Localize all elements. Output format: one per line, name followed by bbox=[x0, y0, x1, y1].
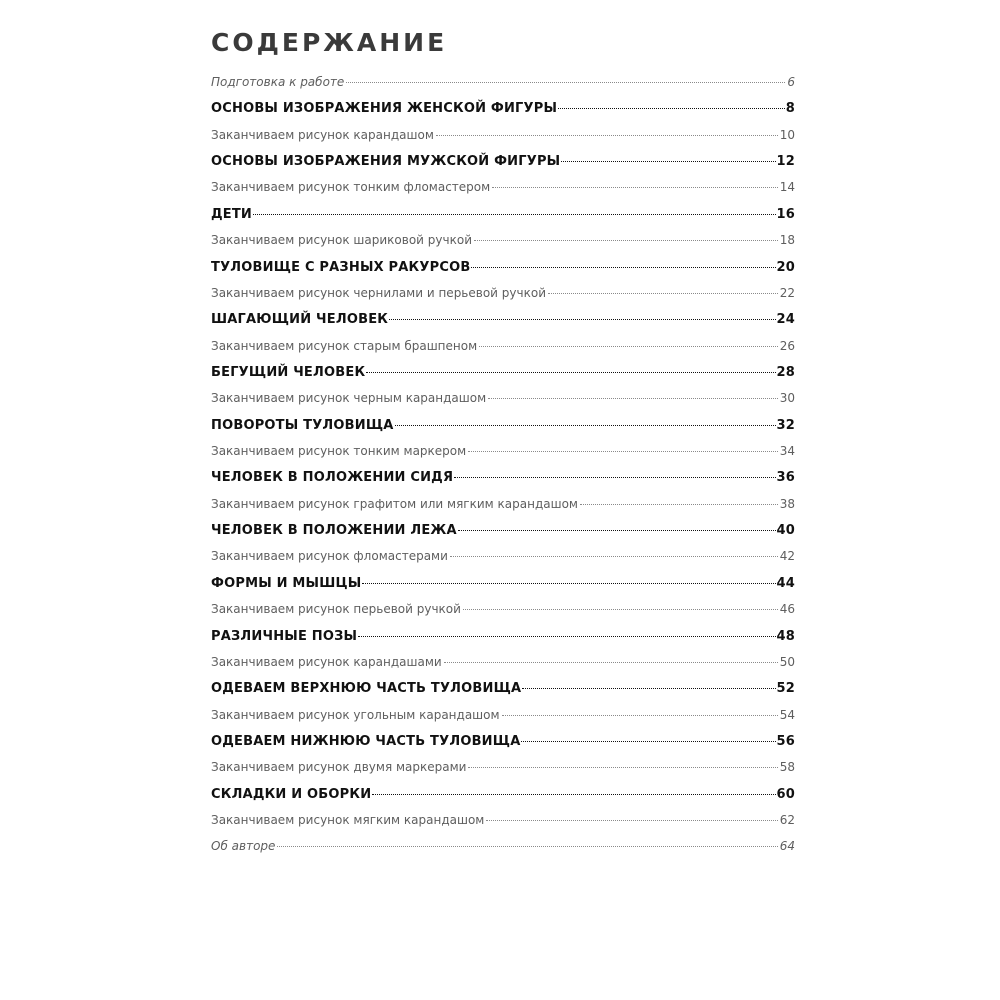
toc-subentry-page: 14 bbox=[779, 180, 795, 195]
toc-subentry-label: Заканчиваем рисунок двумя маркерами bbox=[211, 760, 467, 775]
toc-subentry bbox=[211, 708, 795, 734]
toc-subentry bbox=[211, 180, 795, 206]
toc-chapter-label: ЧЕЛОВЕК В ПОЛОЖЕНИИ ЛЕЖА bbox=[211, 523, 457, 539]
dot-leader bbox=[548, 293, 778, 294]
page-title: СОДЕРЖАНИЕ bbox=[211, 28, 448, 57]
toc-subentry bbox=[211, 497, 795, 523]
toc-chapter-page: 44 bbox=[776, 575, 795, 591]
dot-leader bbox=[346, 82, 785, 83]
toc-subentry-page: 18 bbox=[779, 233, 795, 248]
toc-subentry-label: Заканчиваем рисунок черным карандашом bbox=[211, 391, 487, 406]
dot-leader bbox=[468, 767, 777, 768]
toc-subentry-page: 26 bbox=[779, 338, 795, 353]
toc-subentry-label: Заканчиваем рисунок чернилами и перьевой ручкой bbox=[211, 285, 546, 300]
toc-chapter-page: 12 bbox=[776, 154, 795, 170]
toc-subentry bbox=[211, 813, 795, 839]
toc-subentry bbox=[211, 391, 795, 417]
dot-leader bbox=[580, 504, 778, 505]
toc-chapter-label: РАЗЛИЧНЫЕ ПОЗЫ bbox=[211, 628, 358, 644]
dot-leader bbox=[471, 267, 775, 268]
toc-subentry bbox=[211, 339, 795, 365]
toc-chapter-page: 8 bbox=[785, 101, 795, 117]
dot-leader bbox=[522, 688, 775, 689]
toc-subentry-page: 38 bbox=[779, 496, 795, 511]
dot-leader bbox=[468, 451, 778, 452]
dot-leader bbox=[454, 477, 775, 478]
toc-subentry-label: Заканчиваем рисунок карандашом bbox=[211, 127, 434, 142]
toc-subentry-page: 50 bbox=[779, 654, 795, 669]
toc-subentry-page: 22 bbox=[779, 285, 795, 300]
toc-chapter-page: 16 bbox=[776, 206, 795, 222]
toc-chapter bbox=[211, 734, 795, 760]
toc-chapter-page: 24 bbox=[776, 312, 795, 328]
toc-chapter-page: 28 bbox=[776, 364, 795, 380]
toc-chapter bbox=[211, 470, 795, 496]
toc-chapter-page: 32 bbox=[776, 417, 795, 433]
toc-subentry bbox=[211, 286, 795, 312]
dot-leader bbox=[395, 425, 776, 426]
toc-subentry-label: Заканчиваем рисунок карандашами bbox=[211, 654, 442, 669]
dot-leader bbox=[479, 346, 778, 347]
dot-leader bbox=[444, 662, 778, 663]
toc-subentry-page: 42 bbox=[779, 549, 795, 564]
toc-entry-page: 64 bbox=[779, 839, 795, 854]
toc-subentry-label: Заканчиваем рисунок графитом или мягким карандашом bbox=[211, 496, 578, 511]
toc-subentry-label: Заканчиваем рисунок старым брашпеном bbox=[211, 338, 478, 353]
dot-leader bbox=[502, 715, 778, 716]
toc-entry-label: Об авторе bbox=[211, 839, 276, 854]
toc-chapter-label: БЕГУЩИЙ ЧЕЛОВЕК bbox=[211, 364, 366, 380]
toc-chapter bbox=[211, 312, 795, 338]
dot-leader bbox=[558, 108, 785, 109]
toc-chapter bbox=[211, 365, 795, 391]
toc-subentry bbox=[211, 655, 795, 681]
toc-subentry-label: Заканчиваем рисунок мягким карандашом bbox=[211, 813, 485, 828]
dot-leader bbox=[253, 214, 775, 215]
toc-chapter-label: ЧЕЛОВЕК В ПОЛОЖЕНИИ СИДЯ bbox=[211, 470, 454, 486]
dot-leader bbox=[436, 135, 778, 136]
toc-chapter-page: 36 bbox=[776, 470, 795, 486]
toc-chapter-label: ФОРМЫ И МЫШЦЫ bbox=[211, 575, 362, 591]
toc-subentry bbox=[211, 549, 795, 575]
toc-subentry-label: Заканчиваем рисунок угольным карандашом bbox=[211, 707, 500, 722]
toc-chapter-page: 60 bbox=[776, 786, 795, 802]
toc-subentry-page: 58 bbox=[779, 760, 795, 775]
toc-chapter bbox=[211, 681, 795, 707]
table-of-contents bbox=[211, 75, 795, 866]
toc-chapter bbox=[211, 576, 795, 602]
toc-chapter-label: СКЛАДКИ И ОБОРКИ bbox=[211, 786, 372, 802]
dot-leader bbox=[561, 161, 775, 162]
toc-chapter-label: ОДЕВАЕМ ВЕРХНЮЮ ЧАСТЬ ТУЛОВИЩА bbox=[211, 681, 522, 697]
toc-chapter-label: ОСНОВЫ ИЗОБРАЖЕНИЯ ЖЕНСКОЙ ФИГУРЫ bbox=[211, 101, 558, 117]
dot-leader bbox=[372, 794, 775, 795]
toc-subentry-page: 54 bbox=[779, 707, 795, 722]
dot-leader bbox=[458, 530, 776, 531]
toc-chapter-page: 56 bbox=[776, 733, 795, 749]
toc-entry-about-author bbox=[211, 839, 795, 865]
toc-chapter-label: ДЕТИ bbox=[211, 206, 253, 222]
toc-chapter-label: ОСНОВЫ ИЗОБРАЖЕНИЯ МУЖСКОЙ ФИГУРЫ bbox=[211, 154, 561, 170]
toc-subentry bbox=[211, 233, 795, 259]
toc-subentry-label: Заканчиваем рисунок тонким фломастером bbox=[211, 180, 491, 195]
toc-subentry bbox=[211, 602, 795, 628]
toc-chapter-page: 52 bbox=[776, 681, 795, 697]
dot-leader bbox=[474, 240, 778, 241]
toc-chapter bbox=[211, 629, 795, 655]
toc-chapter bbox=[211, 154, 795, 180]
toc-subentry-page: 30 bbox=[779, 391, 795, 406]
toc-entry-preparation bbox=[211, 75, 795, 101]
toc-chapter bbox=[211, 101, 795, 127]
toc-subentry-page: 62 bbox=[779, 813, 795, 828]
dot-leader bbox=[521, 741, 775, 742]
dot-leader bbox=[389, 319, 775, 320]
toc-chapter bbox=[211, 207, 795, 233]
toc-subentry-page: 34 bbox=[779, 444, 795, 459]
toc-chapter bbox=[211, 418, 795, 444]
dot-leader bbox=[366, 372, 775, 373]
toc-chapter-label: ШАГАЮЩИЙ ЧЕЛОВЕК bbox=[211, 312, 389, 328]
toc-subentry-label: Заканчиваем рисунок перьевой ручкой bbox=[211, 602, 461, 617]
dot-leader bbox=[463, 609, 778, 610]
toc-subentry bbox=[211, 444, 795, 470]
toc-entry-label: Подготовка к работе bbox=[211, 75, 345, 89]
toc-subentry-page: 46 bbox=[779, 602, 795, 617]
toc-chapter-page: 20 bbox=[776, 259, 795, 275]
toc-subentry-page: 10 bbox=[779, 127, 795, 142]
toc-subentry-label: Заканчиваем рисунок шариковой ручкой bbox=[211, 233, 472, 248]
toc-chapter-page: 48 bbox=[776, 628, 795, 644]
toc-subentry-label: Заканчиваем рисунок фломастерами bbox=[211, 549, 448, 564]
dot-leader bbox=[492, 187, 778, 188]
dot-leader bbox=[358, 636, 775, 637]
toc-chapter bbox=[211, 523, 795, 549]
toc-chapter bbox=[211, 787, 795, 813]
toc-subentry-label: Заканчиваем рисунок тонким маркером bbox=[211, 444, 467, 459]
dot-leader bbox=[362, 583, 775, 584]
dot-leader bbox=[450, 556, 778, 557]
toc-chapter-label: ОДЕВАЕМ НИЖНЮЮ ЧАСТЬ ТУЛОВИЩА bbox=[211, 733, 521, 749]
toc-chapter-label: ПОВОРОТЫ ТУЛОВИЩА bbox=[211, 417, 394, 433]
dot-leader bbox=[488, 398, 778, 399]
dot-leader bbox=[486, 820, 777, 821]
toc-subentry bbox=[211, 760, 795, 786]
toc-entry-page: 6 bbox=[787, 75, 795, 89]
toc-chapter-label: ТУЛОВИЩЕ С РАЗНЫХ РАКУРСОВ bbox=[211, 259, 471, 275]
toc-subentry bbox=[211, 128, 795, 154]
toc-chapter-page: 40 bbox=[776, 523, 795, 539]
dot-leader bbox=[277, 846, 777, 847]
toc-chapter bbox=[211, 260, 795, 286]
